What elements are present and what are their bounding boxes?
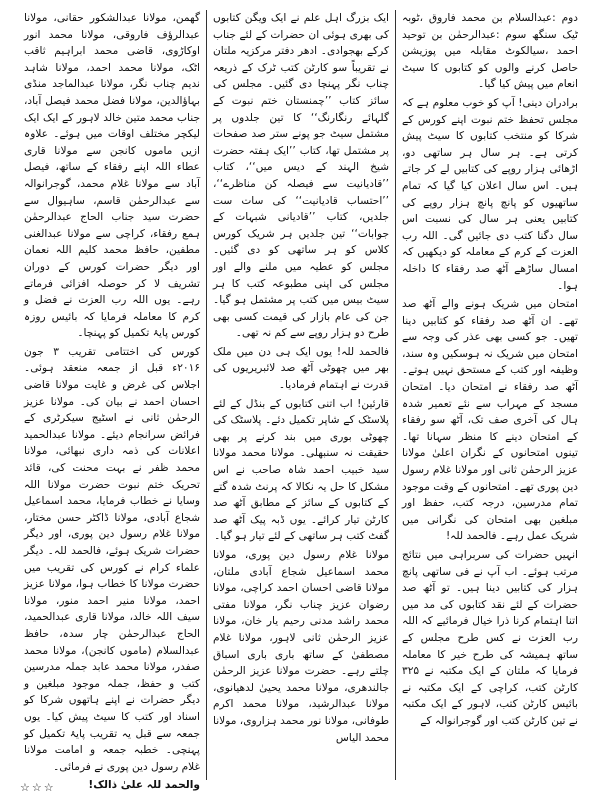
column-divider [395, 10, 396, 780]
paragraph: فالحمد للہ! یوں ایک ہی دن میں ملک بھر میں چھوٹی آٹھ صد لائبریریوں کی قدرت نے اہتمام فرمادیا۔ [213, 345, 389, 392]
column-left [20, 10, 204, 792]
column-middle [209, 10, 393, 780]
paragraph: کورس کی اختتامی تقریب ۳ جون ۲۰۱۶ء قبل از جمعہ منعقد ہوئی۔ اجلاس کی غرض و غایت مولانا قاضی احسان احمد نے بیان کی۔ مولانا عزیز الرحمٰن ثانی نے اسٹیج سیکرٹری کے فرائض سرانجام دیئے۔ مولانا عبدالحمید اعلانات کی ذمہ داری نبھائی، مولانا محمد ظفر نے بہت محنت کی، قائد تحریک ختم نبوت حضرت مولانا اللہ وسایا نے خطاب فرمایا، محمد اسماعیل شجاع آبادی، مولانا ڈاکٹر حسن مختار، مولانا غلام رسول دین پوری، اور دیگر حضرات شریک ہوئے، فالحمد للہ۔ دیگر علماء کرام نے کورس کی تقریب میں حضرت مولانا کا خطاب ہوا، مولانا عزیز احمد، مولانا منیر احمد منور، مولانا سیف اللہ خالد، مولانا قاری عبدالحمید، الحاج عبدالرحمٰن چار سدہ، حافظ عبدالسلام (ماموں کانجن)، مولانا محمد صفدر، مولانا محمد عابد جملہ مدرسین کتب و حفظ، جملہ موجود مبلغین و دیگر حضرات نے اپنے ہاتھوں شرکا کو اسناد اور کتب کا سیٹ پیش کیا۔ یوں جمعہ سے قبل یہ تقریب پایۂ تکمیل کو پہنچی۔ خطبہ جمعہ و امامت مولانا غلام رسول دین پوری نے فرمائی۔ [24, 345, 200, 773]
column-right [398, 10, 582, 780]
paragraph: امتحان میں شریک ہونے والے آٹھ صد تھے۔ ان آٹھ صد رفقاء کو کتابیں دینا تھیں۔ جو کسی بھی عذر کی وجہ سے امتحان میں شریک نہ ہوسکیں وہ سند، وظیفہ اور کتب کے مستحق نہیں ہوتے۔ آٹھ صد رفقاء نے امتحان دیا۔ امتحان مسجد کے مہراب سے نئے تعمیر شدہ ہال کی آخری صف تک، آٹھ سو رفقاء کے امتحان دینے کا منظر سہانا تھا۔ تینوں امتحانوں کے نگران اعلیٰ مولانا عزیز الرحمٰن ثانی اور مولانا غلام رسول دین پوری تھے۔ امتحانوں کے وقت موجود تمام مدرسین، درجہ کتب، حفظ اور مبلغین بھی امتحان کی نگرانی میں شریک عمل رہے۔ فالحمد للہ! [402, 298, 578, 543]
paragraph: دوم :عبدالسلام بن محمد فاروق ،ٹوبہ ٹیک سنگھ سوم :عبدالرحمٰن بن توحید احمد ،سیالکوٹ مقابلہ میں پوزیشن حاصل کرنے والوں کو کتابوں کا سیٹ انعام میں پیش کیا گیا۔ [402, 12, 578, 91]
paragraph: ایک بزرگ اہل علم نے ایک ویگن کتابوں کی بھری ہوئی ان حضرات کے لئے جناب کرکے بھجوادی۔ ادھر دفتر مرکزیہ ملتان نے تقریباً سو کارٹن کتب ٹرک کے ذریعہ چناب نگر پہنچا دی گئیں۔ مجلس کی سائز کتاب ’’چمنستان ختم نبوت کے گلہائے رنگارنگ‘‘ کا تین جلدوں پر مشتمل سیٹ جو پونے ستر صد صفحات پر مشتمل تھا، کتاب ’’ایک ہفتہ حضرت شیخ الہند کے دیس میں‘‘، کتاب ’’قادیانیت سے فیصلہ کن مناظرے‘‘، ’’احتساب قادیانیت‘‘ کی سات ست جلدیں، کتاب ’’قادیانی شبہات کے جوابات‘‘ تین جلدیں ہر شریک کورس کلاس کو ہر ساتھی کو دی گئیں۔ مجلس کو عطیہ میں ملنے والے اور مجلس کی اپنی مطبوعہ کتب کا ہر سیٹ بیس میں کتب پر مشتمل ہو گیا۔ جن کی عام بازار کی قیمت کسی بھی طرح دو ہزار روپے سے کم نہ تھی۔ [213, 12, 389, 340]
paragraph: برادران دینی! آپ کو خوب معلوم ہے کہ مجلس تحفظ ختم نبوت اپنے کورس کے شرکا کو منتخب کتابوں کا سیٹ پیش کرتی ہے۔ ہر سال ہر ساتھی دو، اڑھائی ہزار روپے کی کتابیں لے کر جاتے ہیں۔ اس سال اعلان کیا گیا کہ تمام ساتھیوں کو پانچ پانچ ہزار روپے کی کتابیں یعنی ہر سال کی نسبت اس سال دگنا کتب دی جائیں گی۔ اللہ رب العزت کے کرم کے معاملہ کو دیکھیں کہ امسال ساڑھے آٹھ صد رفقاء کا داخلہ ہوا۔ [402, 96, 578, 292]
paragraph: گھمن، مولانا عبدالشکور حقانی، مولانا عبدالرؤف فاروقی، مولانا محمد انور اوکاڑوی، قاضی محمد ابراہیم ثاقب اٹک، مولانا محمد احمد، مولانا شاہد ندیم چناب نگر، مولانا عبدالماجد منڈی بہاؤالدین، مولانا فضل محمد فیصل آباد، جناب محمد متین خالد لاہور کے ایک ایک لیکچر مختلف اوقات میں ہوئے۔ علاوہ ازیں ماموں کانجن سے مولانا قاری عطاء اللہ اپنے رفقاء کے ساتھ، فیصل آباد سے مولانا غلام محمد، گوجرانوالہ سے عبدالرحمٰن قاسم، ساہیوال سے حضرت سید جناب الحاج عبدالرحمٰن ہمع رفقاء، کراچی سے مولانا عبدالغنی مطفین، حافظ محمد کلیم اللہ نعمان اور دیگر حضرات کورس کے دوران تشریف لا کر حوصلہ افزائی فرماتے رہے۔ یوں اللہ رب العزت نے فضل و کرم کا معاملہ فرمایا کہ بائیس روزہ کورس پایۂ تکمیل کو پہنچا۔ [24, 12, 200, 340]
text-columns [8, 10, 582, 792]
paragraph: قارئین! اب اتنی کتابوں کے بنڈل کے لئے پلاسٹک کے شاپر تکمیل دئے۔ پلاسٹک کی چھوٹی بوری میں بند کرنے پر بھی حقیقت نہ سنبھلی۔ مولانا محمد مولانا سید خبیب احمد شاہ صاحب نے اس مشکل کا حل یہ نکالا کہ پرنٹ شدہ گتے کے کتابوں کے سائز کے مطابق آٹھ صد کارٹن تیار کرائے۔ یوں ڈبہ پیک آٹھ صد گفٹ کتب ہر ساتھی کے لئے تیار ہو گیا۔ [213, 397, 389, 543]
paragraph: انہیں حضرات کی سربراہی میں نتائج مرتب ہوئے۔ اب آپ نے فی ساتھی پانچ ہزار کی کتابیں دینا ہیں۔ تو آٹھ صد حضرات کے لئے نقد کتابوں کی مد میں اتنا اہتمام کرنا ذرا خیال فرمائیے کہ اللہ رب العزت نے کس طرح مجلس کے ساتھ ہمیشہ کی طرح خیر کا معاملہ فرمایا کہ ملتان کے ایک مکتبہ نے ۳۲۵ کارٹن کتب، کراچی کے ایک مکتبہ نے بائیس کارٹن کتب، لاہور کے ایک مکتبہ نے تین کارٹن کتب اور گوجرانوالہ کے [402, 549, 578, 727]
column-divider [206, 10, 207, 780]
end-stars: ☆☆☆ [20, 781, 56, 794]
paragraph: مولانا غلام رسول دین پوری، مولانا محمد اسماعیل شجاع آبادی ملتان، مولانا قاضی احسان احمد کراچی، مولانا رضوان عزیز چناب نگر، مولانا مفتی محمد راشد مدنی رحیم یار خان، مولانا عزیز الرحمٰن ثانی لاہور، مولانا غلام مصطفیٰ کے ساتھ باری باری اسباق چلتے رہے۔ حضرت مولانا عزیز الرحمٰن جالندھری، مولانا محمد یحییٰ لدھیانوی، مولانا عبدالرشید، مولانا محمد اکرم طوفانی، مولانا نور محمد ہزاروی، مولانا محمد الیاس [213, 549, 389, 744]
closing-line: والحمد للہ علیٰ ذالک! [88, 779, 200, 792]
